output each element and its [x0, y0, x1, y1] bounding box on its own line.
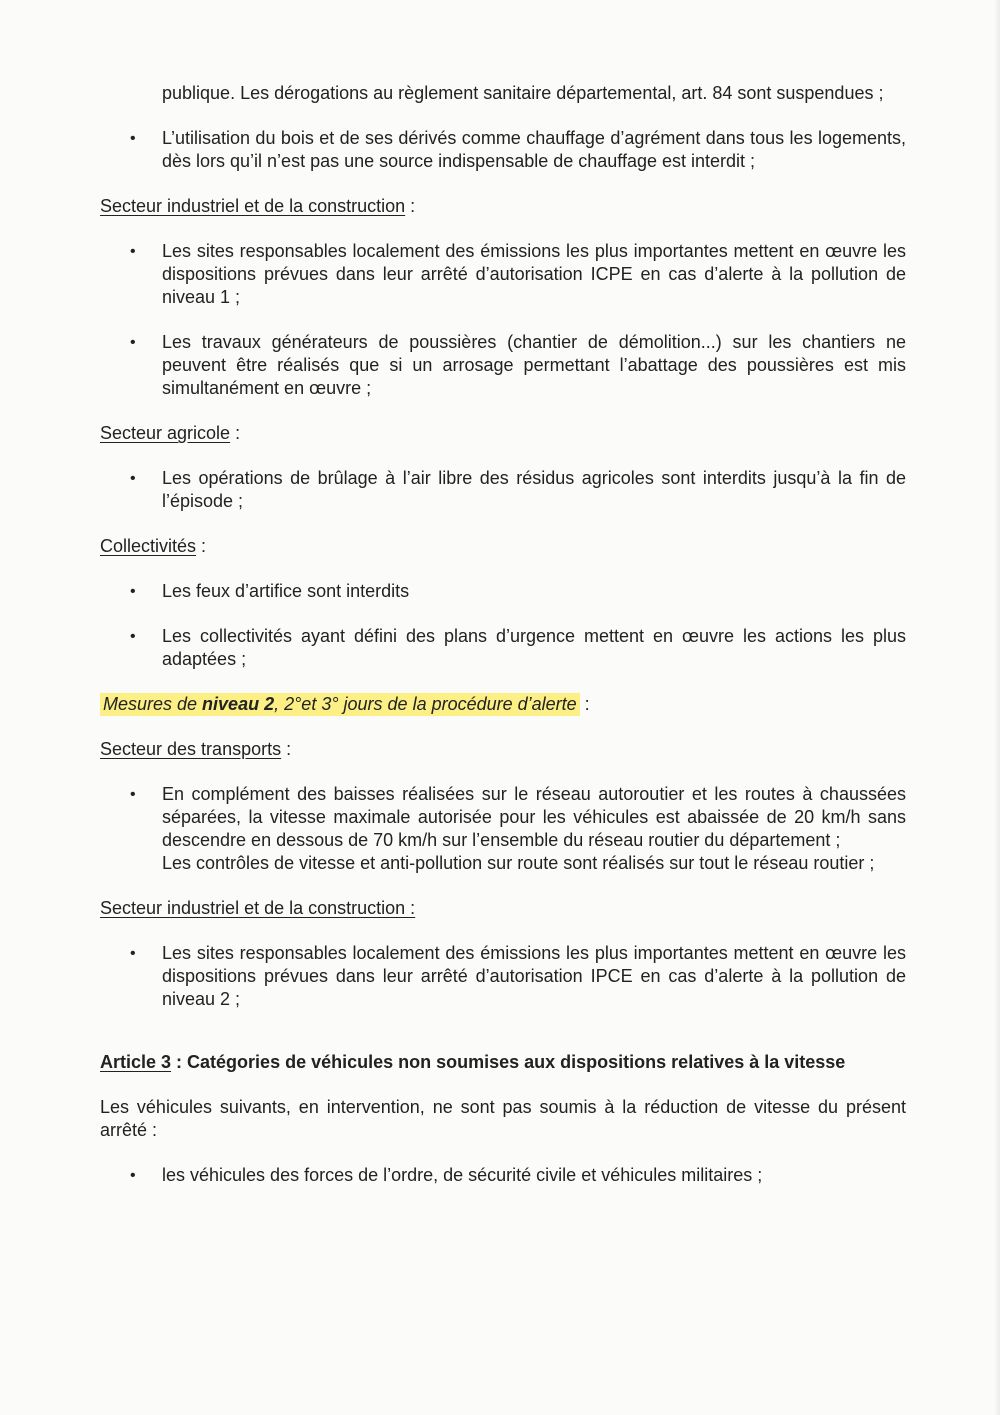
bullet-icon: •	[130, 583, 136, 600]
article-3-heading: Article 3 : Catégories de véhicules non soumises aux dispositions relatives à la vitesse	[100, 1052, 846, 1072]
list-item: • Les sites responsables localement des émissions les plus importantes mettent en œuvre les dispositions prévues dans leur arrêté d’autorisation IPCE en cas d’alerte à la pollution de niveau 2 ;	[130, 943, 906, 1009]
document-body	[100, 82, 906, 1209]
section-heading-transport: Secteur des transports :	[100, 739, 292, 759]
agriculture-bullets	[100, 467, 906, 513]
section-heading-industry-2: Secteur industriel et de la construction :	[100, 898, 416, 918]
opening-bullets	[100, 127, 906, 173]
highlighted-text: Mesures de niveau 2, 2°et 3° jours de la procédure d’alerte	[100, 693, 580, 716]
list-item: • les véhicules des forces de l’ordre, de sécurité civile et véhicules militaires ;	[130, 1165, 763, 1185]
article-3-intro: Les véhicules suivants, en intervention, ne sont pas soumis à la réduction de vitesse du présent arrêté :	[100, 1097, 906, 1140]
list-item: • Les opérations de brûlage à l’air libre des résidus agricoles sont interdits jusqu’à la fin de l’épisode ;	[130, 468, 906, 511]
section-heading-industry-1: Secteur industriel et de la construction :	[100, 196, 416, 216]
bullet-icon: •	[130, 1167, 136, 1184]
list-item: • Les feux d’artifice sont interdits	[130, 581, 410, 601]
article-3-bullets	[100, 1164, 906, 1187]
bullet-icon: •	[130, 130, 136, 147]
bullet-icon: •	[130, 945, 136, 962]
transport-bullets	[100, 783, 906, 875]
bullet-icon: •	[130, 786, 136, 803]
industry-2-bullets	[100, 942, 906, 1011]
bullet-icon: •	[130, 628, 136, 645]
list-item: • L’utilisation du bois et de ses dérivés comme chauffage d’agrément dans tous les logements, dès lors qu’il n’est pas une source indispensable de chauffage est interdit ;	[130, 128, 906, 171]
bullet-icon: •	[130, 334, 136, 351]
bullet-icon: •	[130, 470, 136, 487]
level-2-heading: Mesures de niveau 2, 2°et 3° jours de la procédure d’alerte :	[100, 693, 906, 716]
section-heading-agriculture: Secteur agricole :	[100, 423, 241, 443]
scan-edge	[994, 0, 1000, 1415]
bullet-icon: •	[130, 243, 136, 260]
list-item: • Les sites responsables localement des émissions les plus importantes mettent en œuvre les dispositions prévues dans leur arrêté d’autorisation ICPE en cas d’alerte à la pollution de niveau 1 ;	[130, 241, 906, 307]
list-item: • Les travaux générateurs de poussières (chantier de démolition...) sur les chantiers ne peuvent être réalisés que si un arrosage permettant l’abattage des poussières est mis simultanément en œuvre ;	[130, 332, 906, 398]
list-item: • En complément des baisses réalisées sur le réseau autoroutier et les routes à chaussées séparées, la vitesse maximale autorisée pour les véhicules est abaissée de 20 km/h sans descendre en dessous de 70 km/h sur l’ensemble du réseau routier du département ; Les contrôles de vitesse et anti-pollution sur route sont réalisés sur tout le réseau routier ;	[130, 784, 906, 873]
continuation-text: publique. Les dérogations au règlement sanitaire départemental, art. 84 sont suspendues ;	[162, 83, 884, 103]
industry-1-bullets	[100, 240, 906, 400]
section-heading-collectivities: Collectivités :	[100, 536, 207, 556]
collectivities-bullets	[100, 580, 906, 671]
list-item: • Les collectivités ayant défini des plans d’urgence mettent en œuvre les actions les plus adaptées ;	[130, 626, 906, 669]
